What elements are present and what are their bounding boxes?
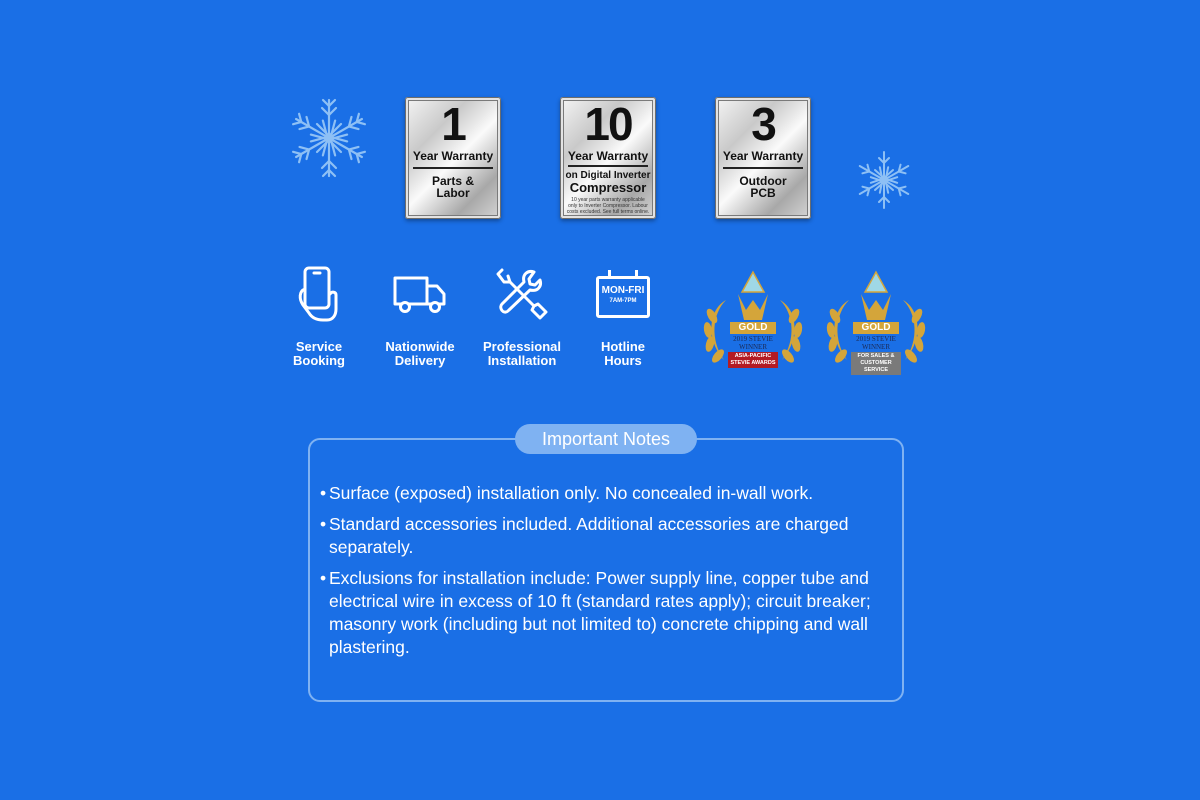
warranty-period-label: Year Warranty (412, 149, 494, 163)
note-text: Surface (exposed) installation only. No concealed in-wall work. (329, 483, 814, 503)
nationwide-delivery (365, 262, 475, 368)
service-label-line-1: Service (295, 339, 343, 354)
warranty-coverage-line-2: Compressor (569, 180, 647, 195)
calendar-ring (635, 270, 638, 279)
truck-icon (392, 272, 448, 316)
award-ribbon: FOR SALES & CUSTOMER SERVICE (851, 352, 901, 375)
note-text: Exclusions for installation include: Power supply line, copper tube and electrical wire in excess of 10 ft (standard rates apply); circuit breaker; masonry work (including but not limited to) concrete chipping and wall plastering. (329, 568, 871, 657)
warranty-number: 10 (584, 98, 632, 150)
divider (723, 167, 803, 169)
hotline-hours (568, 262, 678, 368)
service-booking (264, 262, 374, 368)
warranty-number: 3 (751, 98, 775, 150)
service-label-line-1: Hotline (600, 339, 646, 354)
award-tier: GOLD (738, 322, 768, 333)
award-title: 2019 STEVIE WINNER (733, 335, 773, 351)
warranty-coverage-line-1: Outdoor (739, 174, 787, 188)
phone-hand-icon (297, 265, 341, 323)
service-label-line-1: Professional (482, 339, 562, 354)
important-notes-panel (308, 438, 904, 702)
divider (413, 167, 493, 169)
warranty-coverage-line-2: PCB (750, 186, 776, 200)
professional-installation (467, 262, 577, 368)
service-label-line-2: Booking (293, 353, 345, 368)
divider (568, 165, 648, 167)
warranty-number: 1 (441, 98, 465, 150)
warranty-coverage-line-2: Labor (436, 186, 470, 200)
service-label-line-2: Installation (487, 353, 557, 368)
calendar-icon (596, 276, 650, 318)
calendar-time: 7AM-7PM (609, 298, 637, 304)
warranty-badge-3-year (715, 97, 811, 219)
snowflake-icon-large (283, 98, 375, 178)
service-label-line-1: Nationwide (385, 339, 455, 354)
warranty-period-label: Year Warranty (722, 149, 804, 163)
calendar-days: MON-FRI (601, 285, 645, 296)
warranty-period-label: Year Warranty (567, 149, 649, 163)
award-ribbon: ASIA-PACIFIC STEVIE AWARDS (728, 352, 778, 368)
list-item: • Exclusions for installation include: Power supply line, copper tube and electrical wire in excess of 10 ft (standard rates apply); circuit breaker; masonry work (including but not limited to) concrete chipping and wall plastering. (320, 568, 871, 657)
stevie-award-asia-pacific (698, 270, 808, 376)
list-item: • Standard accessories included. Additional accessories are charged separately. (320, 514, 849, 557)
warranty-fine-print: 10 year parts warranty applicable only to Inverter Compressor. Labour costs excluded. See full terms online. (566, 197, 650, 215)
warranty-badge-10-year (560, 97, 656, 219)
notes-list (320, 482, 890, 667)
note-text: Standard accessories included. Additional accessories are charged separately. (329, 514, 849, 557)
award-title: 2019 STEVIE WINNER (856, 335, 896, 351)
snowflake-icon-small (852, 150, 916, 210)
award-tier: GOLD (861, 322, 891, 333)
warranty-coverage-line-1: on Digital Inverter (565, 170, 651, 181)
service-label-line-2: Delivery (394, 353, 446, 368)
calendar-ring (608, 270, 611, 279)
service-label-line-2: Hours (604, 353, 642, 368)
stevie-award-sales-customer-service (821, 270, 931, 376)
warranty-coverage-line-1: Parts & (431, 174, 475, 188)
tools-icon (494, 266, 550, 322)
warranty-badge-1-year (405, 97, 501, 219)
list-item: • Surface (exposed) installation only. No concealed in-wall work. (320, 483, 814, 503)
notes-title: Important Notes (515, 424, 697, 454)
